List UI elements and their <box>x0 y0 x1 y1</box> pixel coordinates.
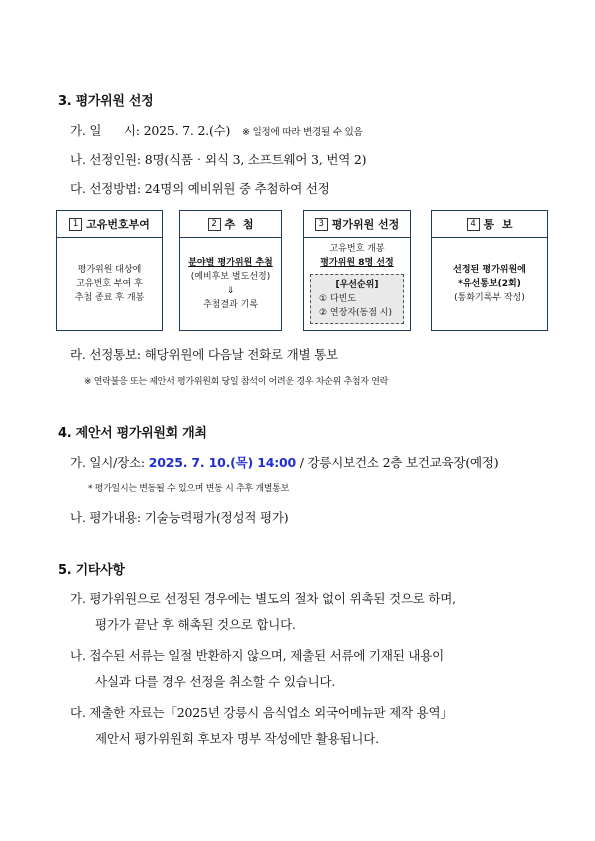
priority-box <box>310 274 404 324</box>
step-2-line-1: 분야별 평가위원 추첨 <box>188 258 273 268</box>
step-3-header <box>304 211 410 238</box>
schedule-note: ※ 일정에 따라 변경될 수 있음 <box>242 127 363 138</box>
item-c-line-1: 다. 제출한 자료는「2025년 강릉시 음식업소 외국어메뉴판 제작 용역」 <box>70 705 453 720</box>
date-location: / 강릉시보건소 2층 보건교육장(예정) <box>296 455 499 470</box>
step-1-box <box>56 210 163 331</box>
step-1-body <box>57 238 162 330</box>
section-5-title: 5. 기타사항 <box>58 563 125 578</box>
date-label: 가. 일시/장소: <box>70 455 149 470</box>
schedule-line <box>70 121 363 139</box>
step-2-title: 추 첨 <box>224 218 254 231</box>
step-4-line-1: 선정된 평가위원에 <box>453 265 526 275</box>
step-4-header <box>432 211 547 238</box>
step-1-line: 추첨 종료 후 개봉 <box>74 293 145 303</box>
step-4-title: 통 보 <box>483 218 513 231</box>
content-line: 나. 평가내용: 기술능력평가(정성적 평가) <box>70 510 289 525</box>
step-3-box <box>303 210 411 331</box>
count-line: 나. 선정인원: 8명(식품‧외식 3, 소프트웨어 3, 번역 2) <box>70 152 367 167</box>
step-4-body <box>432 238 547 330</box>
item-a-line-2: 평가가 끝난 후 해촉된 것으로 합니다. <box>95 617 296 632</box>
step-2-box <box>179 210 282 331</box>
step-3-number: 3 <box>315 218 328 231</box>
item-b-line-2: 사실과 다를 경우 선정을 취소할 수 있습니다. <box>95 674 336 689</box>
date-value: 2025. 7. 10.(목) 14:00 <box>148 455 296 470</box>
step-4-line-3: (통화기록부 작성) <box>454 293 525 303</box>
step-3-body <box>304 238 410 330</box>
step-1-title: 고유번호부여 <box>86 218 150 231</box>
step-1-line: 평가위원 대상에 <box>77 265 142 275</box>
step-1-line: 고유번호 부여 후 <box>76 279 143 289</box>
step-2-line-3: 추첨결과 기록 <box>202 300 259 310</box>
priority-title: [우선순위] <box>335 280 379 290</box>
method-line: 다. 선정방법: 24명의 예비위원 중 추첨하여 선정 <box>70 181 330 196</box>
step-4-number: 4 <box>467 218 480 231</box>
date-note: * 평가일시는 변동될 수 있으며 변동 시 추후 개별통보 <box>88 484 289 494</box>
step-1-header <box>57 211 162 238</box>
step-2-body <box>180 238 281 330</box>
step-2-header <box>180 211 281 238</box>
item-c-line-2: 제안서 평가위원회 후보자 명부 작성에만 활용됩니다. <box>95 731 379 746</box>
date-line <box>70 453 498 471</box>
step-2-line-2: (예비후보 별도선정) <box>190 272 271 282</box>
item-b-line-1: 나. 접수된 서류는 일절 반환하지 않으며, 제출된 서류에 기재된 내용이 <box>70 648 445 663</box>
step-4-box <box>431 210 548 331</box>
step-3-title: 평가위원 선정 <box>331 218 400 231</box>
step-4-line-2: *유선통보(2회) <box>458 279 521 289</box>
step-2-number: 2 <box>208 218 221 231</box>
step-1-number: 1 <box>69 218 82 231</box>
step-3-line-2: 평가위원 8명 선정 <box>320 258 394 268</box>
item-a-line-1: 가. 평가위원으로 선정된 경우에는 별도의 절차 없이 위촉된 것으로 하며, <box>70 591 456 606</box>
section-3-title: 3. 평가위원 선정 <box>58 94 154 109</box>
priority-item: ① 다빈도 <box>319 294 357 304</box>
section-4-title: 4. 제안서 평가위원회 개최 <box>58 426 207 441</box>
step-3-line-1: 고유번호 개봉 <box>329 244 385 254</box>
notify-line: 라. 선정통보: 해당위원에 다음날 전화로 개별 통보 <box>70 347 338 362</box>
priority-item: ② 연장자(동점 시) <box>319 308 392 318</box>
schedule-text: 가. 일 시: 2025. 7. 2.(수) <box>70 123 231 138</box>
notify-note: ※ 연락불응 또는 제안서 평가위원회 당일 참석이 어려운 경우 차순위 추첨자 연락 <box>84 377 389 387</box>
down-arrow-icon: ⇓ <box>226 286 235 296</box>
